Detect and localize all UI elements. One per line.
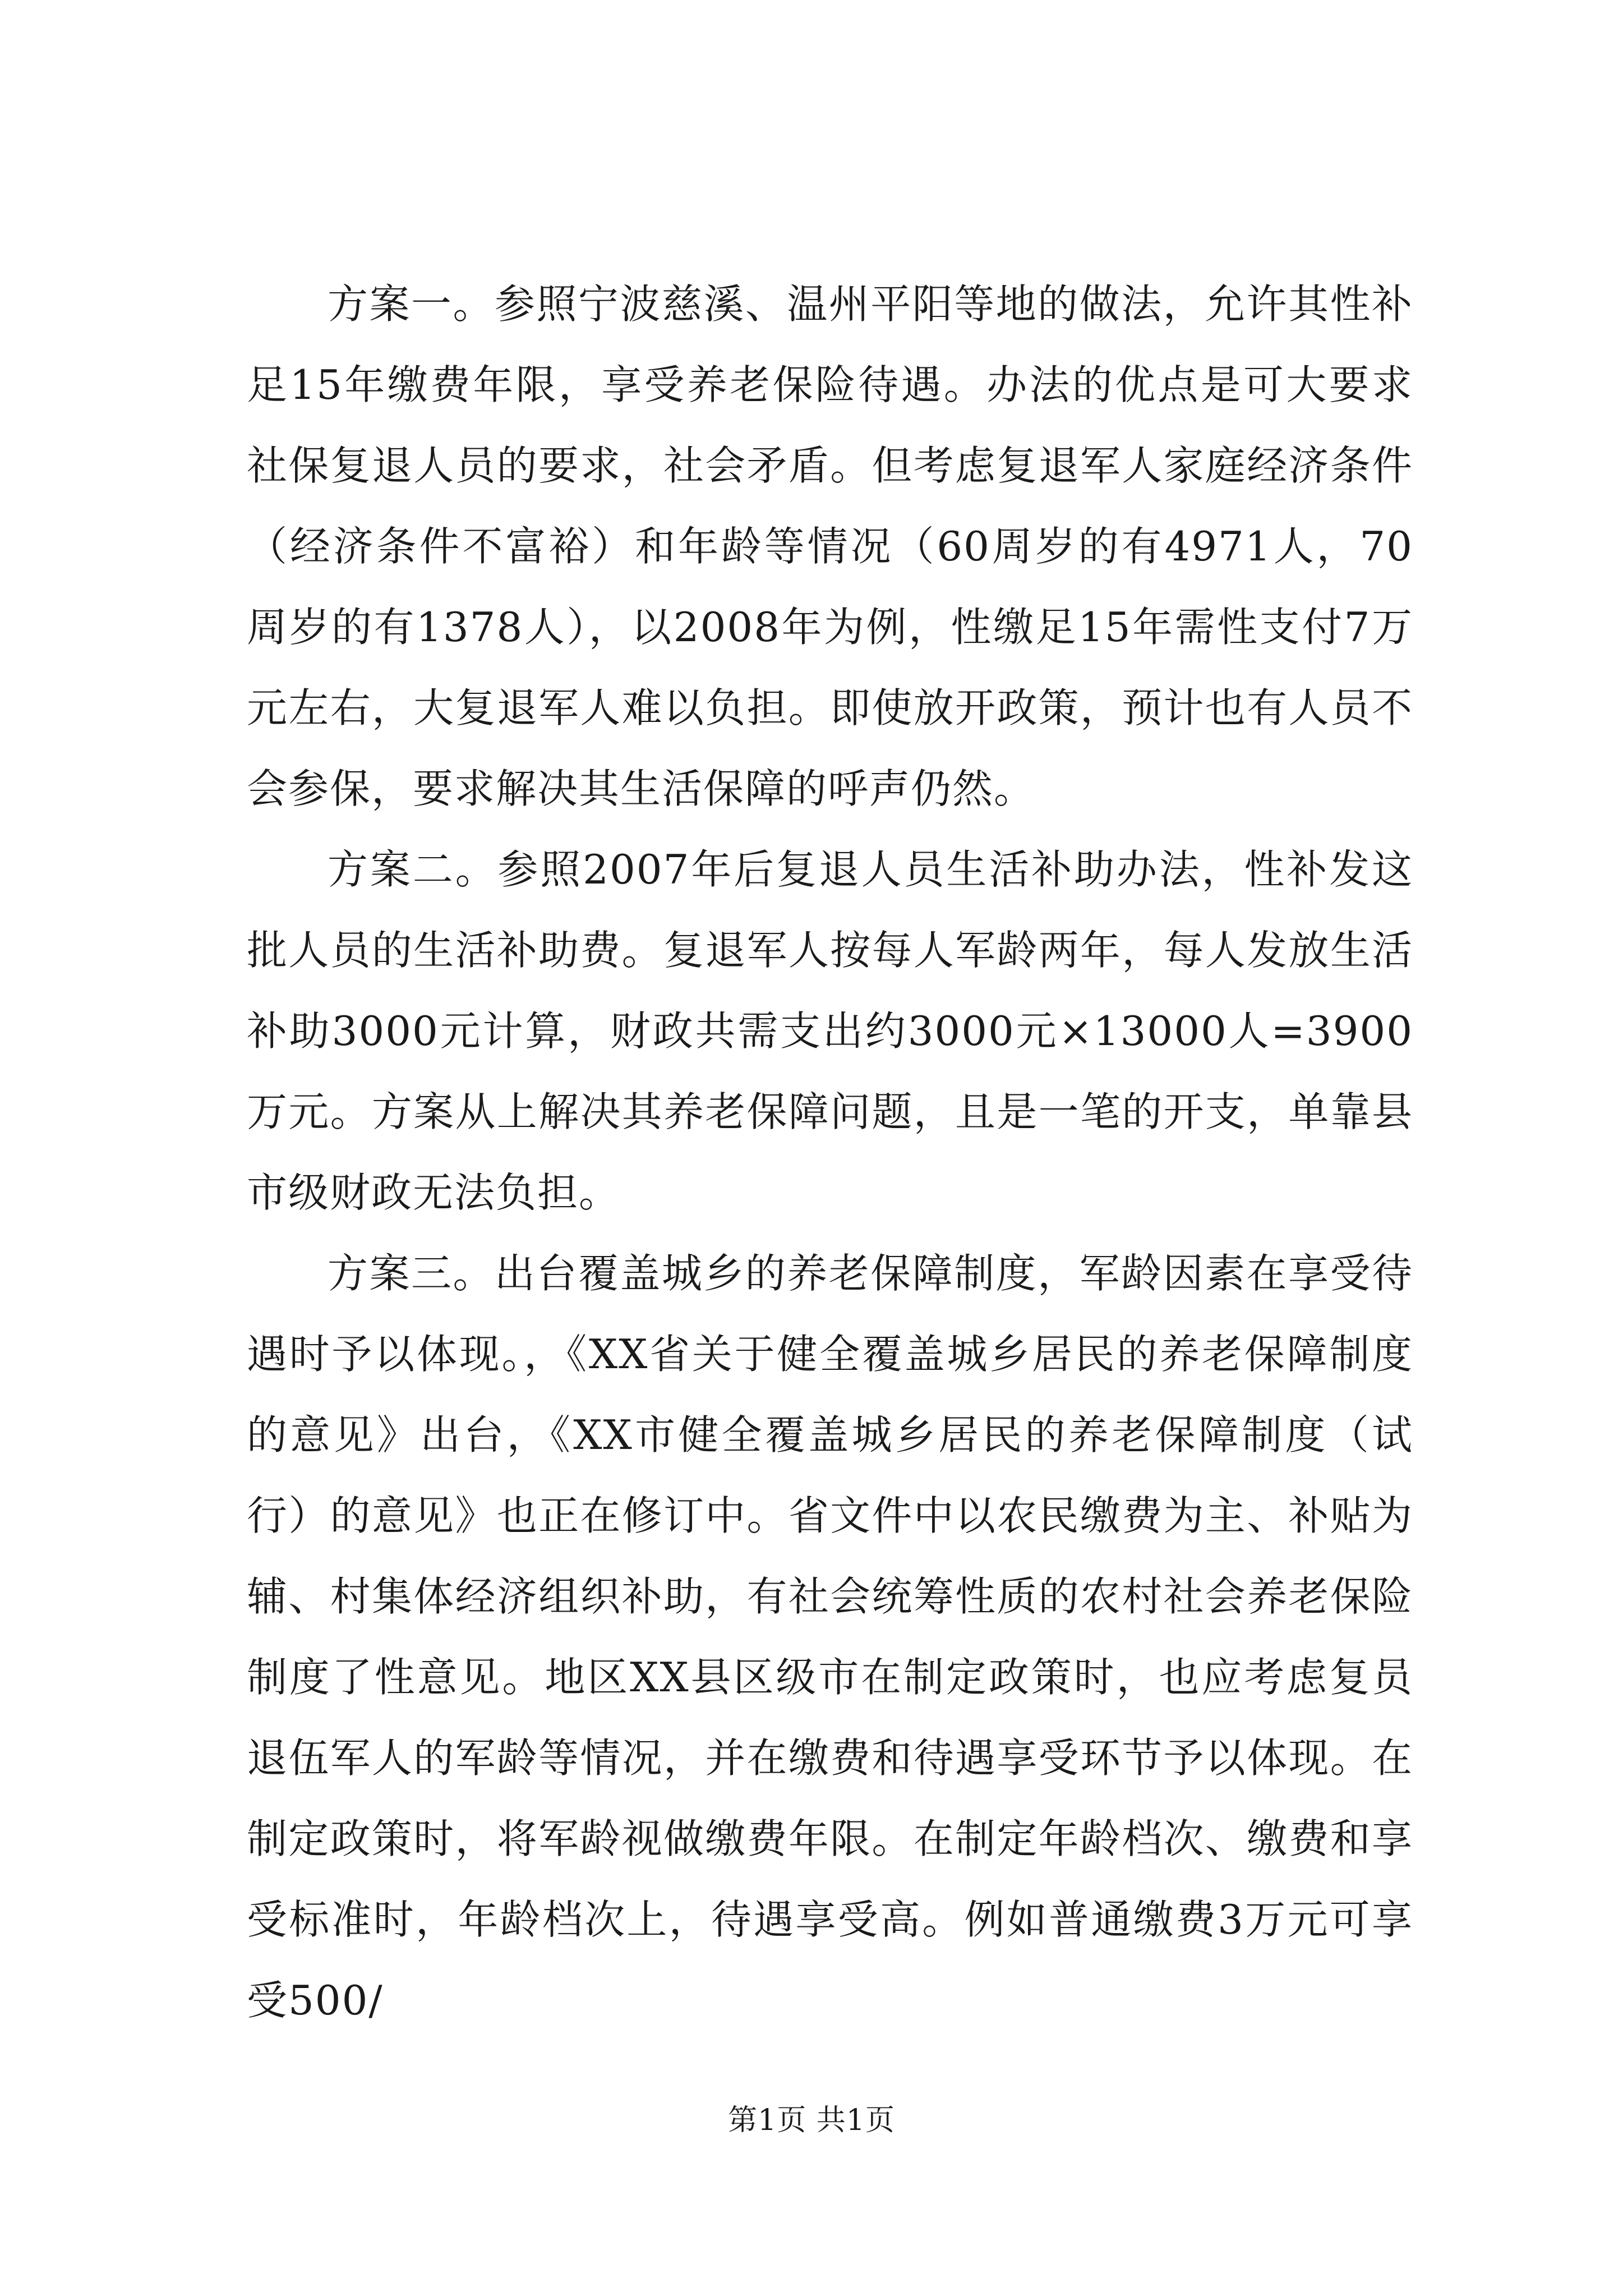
paragraph-plan-one: 方案一。参照宁波慈溪、温州平阳等地的做法，允许其性补足15年缴费年限，享受养老保险待遇。办法的优点是可大要求社保复退人员的要求，社会矛盾。但考虑复退军人家庭经济条件（经济条件不富裕）和年龄等情况（60周岁的有4971人，70周岁的有1378人），以2008年为例，性缴足15年需性支付7万元左右，大复退军人难以负担。即使放开政策，预计也有人员不会参保，要求解决其生活保障的呼声仍然。	[247, 280, 1413, 812]
page-footer: 第1页 共1页	[728, 2104, 895, 2137]
document-body	[247, 264, 1413, 2041]
paragraph-plan-three: 方案三。出台覆盖城乡的养老保障制度，军龄因素在享受待遇时予以体现。，《XX省关于健全覆盖城乡居民的养老保障制度的意见》出台，《XX市健全覆盖城乡居民的养老保障制度（试行）的意见》也正在修订中。省文件中以农民缴费为主、补贴为辅、村集体经济组织补助，有社会统筹性质的农村社会养老保险制度了性意见。地区XX县区级市在制定政策时，也应考虑复员退伍军人的军龄等情况，并在缴费和待遇享受环节予以体现。在制定政策时，将军龄视做缴费年限。在制定年龄档次、缴费和享受标准时，年龄档次上，待遇享受高。例如普通缴费3万元可享受500/	[247, 1250, 1413, 2024]
paragraph-plan-two: 方案二。参照2007年后复退人员生活补助办法，性补发这批人员的生活补助费。复退军人按每人军龄两年，每人发放生活补助3000元计算，财政共需支出约3000元×13000人=3900万元。方案从上解决其养老保障问题，且是一笔的开支，单靠县市级财政无法负担。	[247, 846, 1413, 1216]
